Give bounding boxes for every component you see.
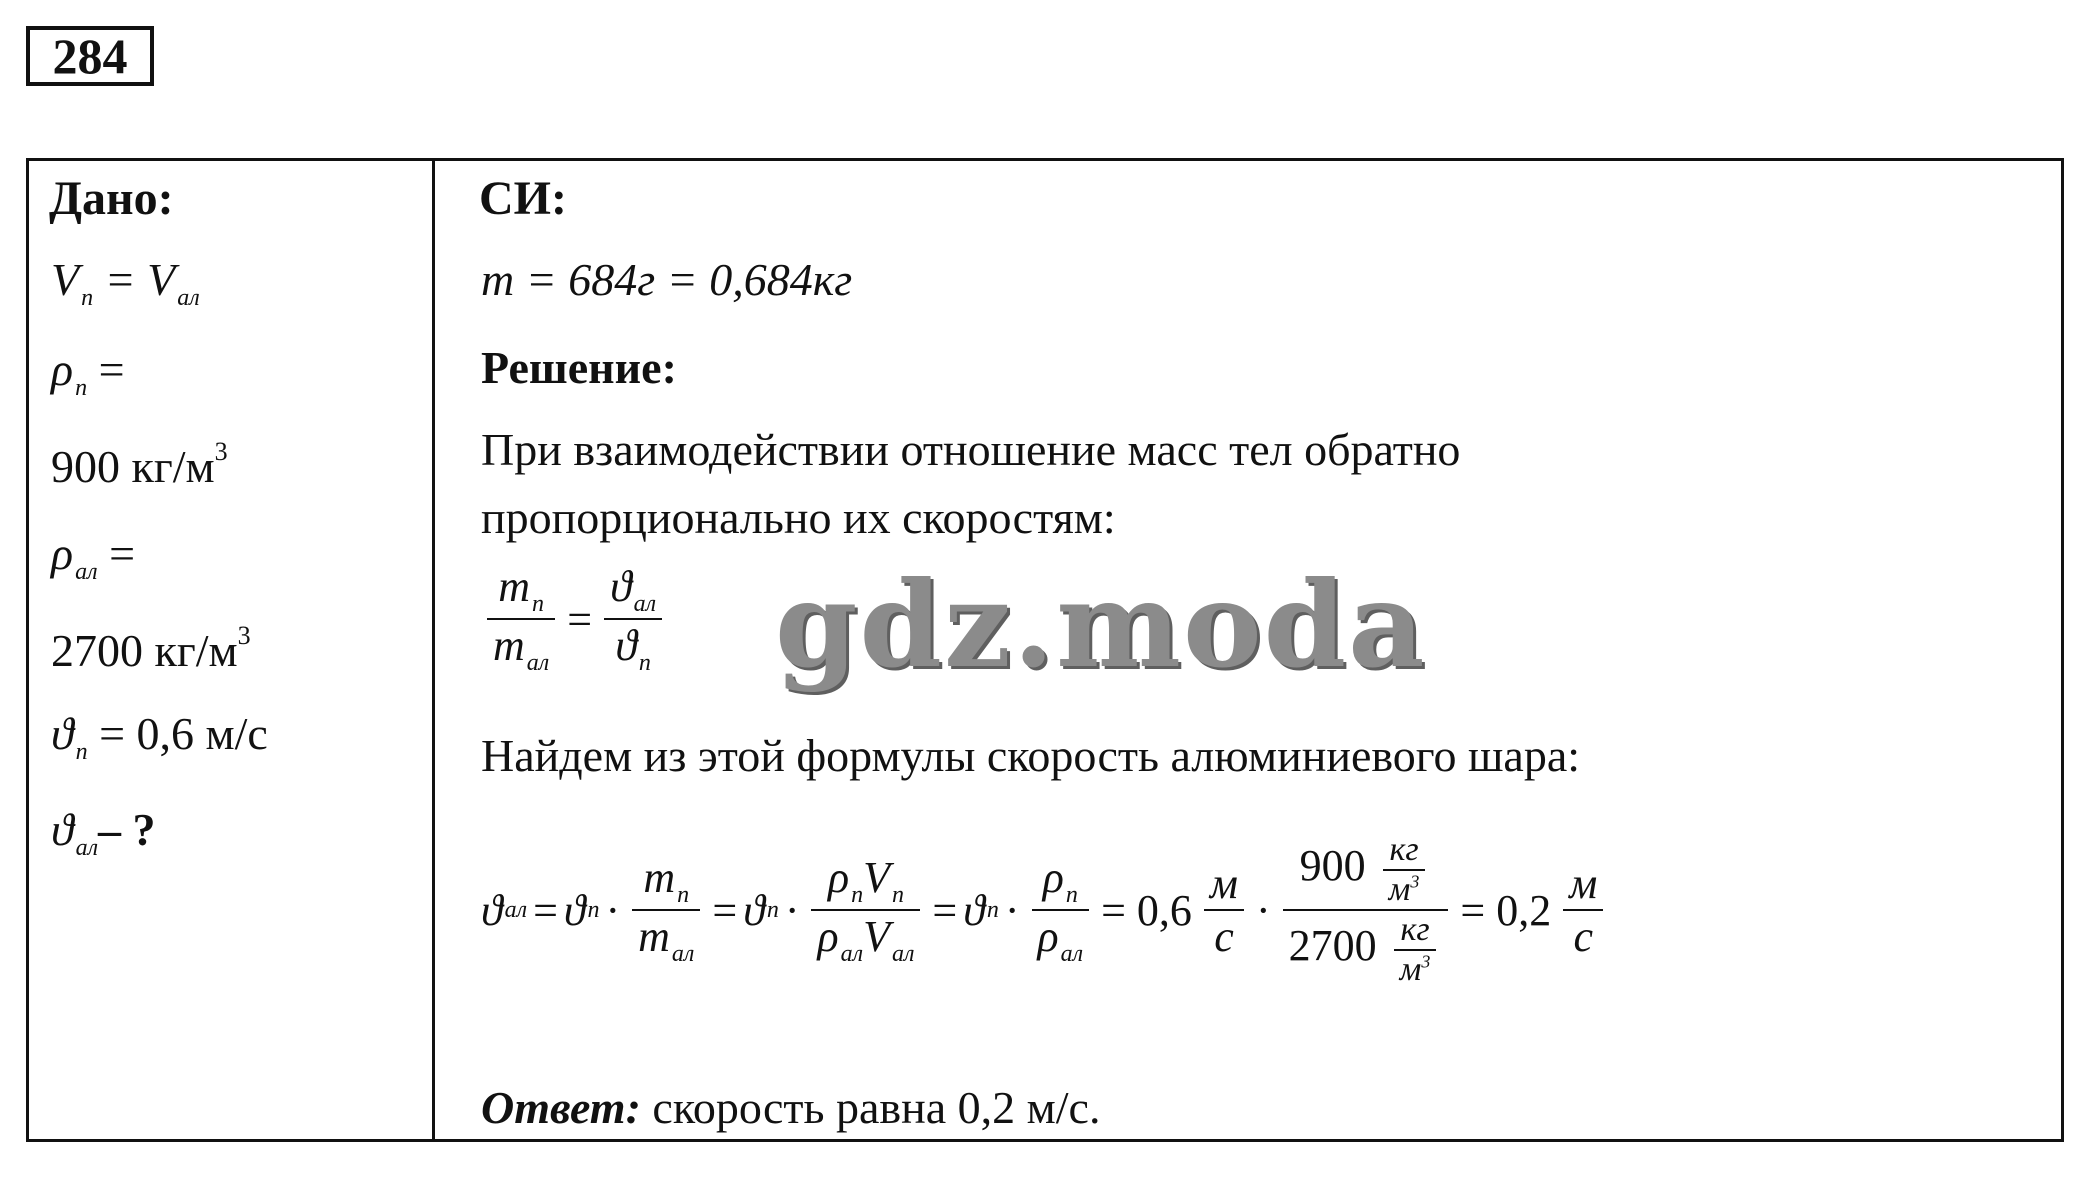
- solution-heading: Решение:: [481, 342, 677, 393]
- si-mass-conversion: m = 684г = 0,684кг: [481, 254, 853, 305]
- answer-text: скорость равна 0,2 м/с.: [640, 1082, 1101, 1133]
- given-heading: Дано:: [49, 172, 174, 225]
- column-divider: [432, 161, 435, 1139]
- given-volume-equality: $V_п = V_{ал}$: [51, 254, 200, 311]
- given-velocity-paraffin: $ϑ_п = 0,6$ м/с: [51, 708, 268, 765]
- problem-number: 284: [26, 26, 154, 86]
- solution-text-line-2: пропорционально их скоростям:: [481, 492, 1116, 543]
- answer-label: Ответ:: [481, 1082, 641, 1133]
- si-heading: СИ:: [479, 172, 567, 225]
- solution-text-line-3: Найдем из этой формулы скорость алюминиевого шара:: [481, 730, 1581, 781]
- solution-text-line-1: При взаимодействии отношение масс тел обратно: [481, 424, 1461, 475]
- given-density-paraffin-value: 900 $кг/м^3$: [51, 437, 228, 492]
- given-density-aluminium: $\rho_{ал}$ =: [51, 528, 136, 585]
- given-column: [29, 161, 432, 1139]
- given-unknown-velocity: $ϑ_{ал}-$ ?: [51, 804, 156, 861]
- given-density-aluminium-value: 2700 $кг/м^3$: [51, 621, 251, 676]
- answer-line: [481, 1081, 1100, 1134]
- ratio-formula: $\frac{m_п}{m_{ал}}$ = $\frac{ϑ_{ал}}{ϑ_п}$: [481, 561, 668, 677]
- watermark-logo: gdz.moda: [775, 555, 1427, 694]
- given-density-paraffin: $\rho_п$ =: [51, 344, 125, 401]
- main-calculation: ϑ ал = ϑ п · $\frac{m_п}{m_{ал}}$ = ϑ п · $\frac{\rho_пV_п}{\rho_{ал}V_{ал}}$ = ϑ п · $\frac{\rho_п}{\rho_{ал}}$ = 0,6 $\frac{м}{с}$ · 900 $\frac{кг}{м^3}$ 2700 $\frac{кг}{м^3}$ = 0,2 $\frac{м}{с}$: [481, 831, 1609, 989]
